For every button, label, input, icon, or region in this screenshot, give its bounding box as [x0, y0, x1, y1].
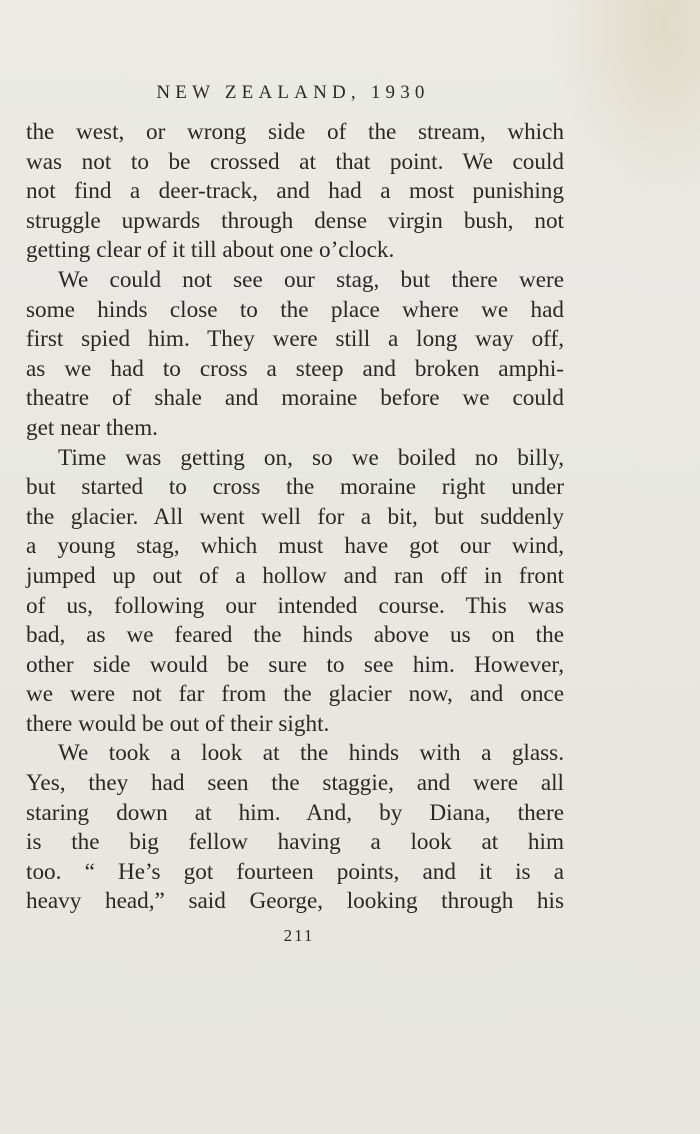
- text-line: jumped up out of a hollow and ran off in front: [26, 562, 564, 589]
- text-line: bad, as we feared the hinds above us on the: [26, 622, 564, 649]
- running-head: NEW ZEALAND, 1930: [156, 82, 430, 103]
- text-line: first spied him. They were still a long way off,: [26, 326, 564, 353]
- text-line: too. “ He’s got fourteen points, and it is a: [26, 858, 564, 885]
- text-line: staring down at him. And, by Diana, there: [26, 799, 564, 826]
- text-line: there would be out of their sight.: [26, 710, 330, 737]
- text-line: Time was getting on, so we boiled no billy,: [58, 444, 564, 471]
- text-line: other side would be sure to see him. However,: [26, 651, 564, 678]
- text-line: heavy head,” said George, looking through his: [26, 888, 564, 915]
- text-line: we were not far from the glacier now, and once: [26, 681, 564, 708]
- text-line: some hinds close to the place where we had: [26, 296, 564, 323]
- text-line: theatre of shale and moraine before we could: [26, 385, 564, 412]
- text-line: We could not see our stag, but there were: [58, 266, 564, 293]
- text-line: of us, following our intended course. This was: [26, 592, 564, 619]
- text-line: get near them.: [26, 414, 158, 441]
- text-line: as we had to cross a steep and broken amphi-: [26, 355, 564, 382]
- text-line: is the big fellow having a look at him: [26, 829, 564, 856]
- text-line: We took a look at the hinds with a glass.: [58, 740, 564, 767]
- page-number: 211: [283, 926, 315, 945]
- text-line: a young stag, which must have got our wind,: [26, 533, 564, 560]
- text-line: Yes, they had seen the staggie, and were all: [26, 770, 564, 797]
- body-text: [26, 118, 564, 917]
- text-line: the west, or wrong side of the stream, which: [26, 119, 564, 145]
- text-line: but started to cross the moraine right under: [26, 474, 564, 501]
- text-line: was not to be crossed at that point. We could: [26, 148, 564, 175]
- text-line: struggle upwards through dense virgin bush, not: [26, 207, 564, 234]
- text-line: not find a deer-track, and had a most punishing: [26, 178, 564, 205]
- text-line: getting clear of it till about one o’clock.: [26, 237, 395, 264]
- text-line: the glacier. All went well for a bit, but suddenly: [26, 503, 564, 530]
